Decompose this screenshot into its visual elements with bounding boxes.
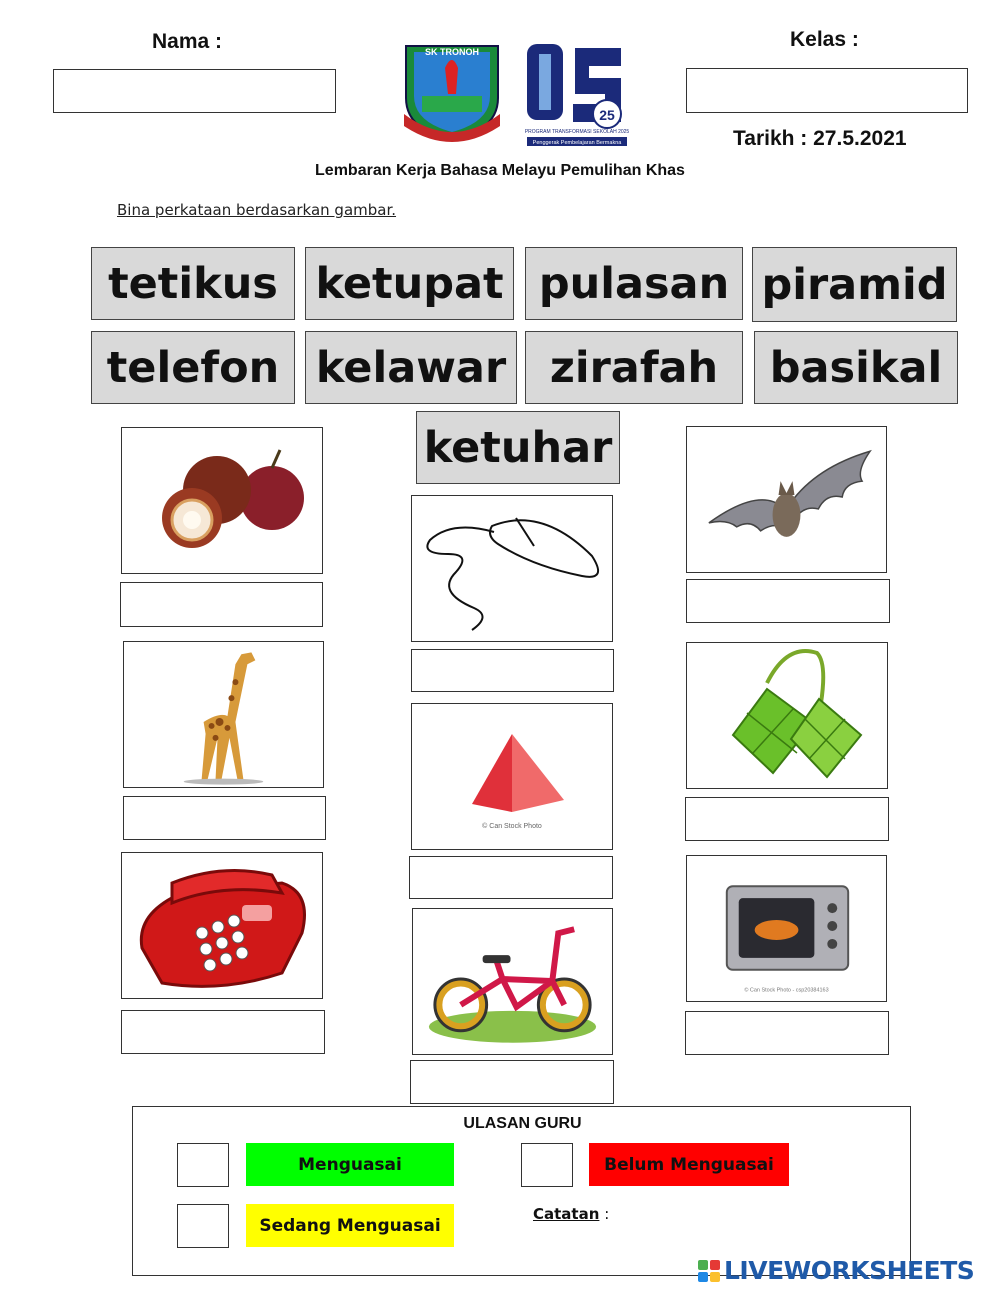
class-label: Kelas : xyxy=(790,28,859,51)
teacher-review-panel xyxy=(132,1106,911,1276)
picture-oven xyxy=(686,855,887,1002)
answer-field-3[interactable] xyxy=(686,579,890,623)
svg-text:25: 25 xyxy=(599,107,615,123)
picture-telephone xyxy=(121,852,323,999)
picture-giraffe xyxy=(123,641,324,788)
answer-field-9[interactable] xyxy=(685,1011,889,1055)
bicycle-icon xyxy=(413,909,612,1054)
ts25-caption-1: PROGRAM TRANSFORMASI SEKOLAH 2025 xyxy=(525,129,629,135)
name-label: Nama : xyxy=(152,30,223,53)
pulasan-fruit-icon xyxy=(122,428,322,573)
not-mastered-label: Belum Menguasai xyxy=(589,1143,789,1186)
school-logo xyxy=(400,38,504,142)
review-title: ULASAN GURU xyxy=(463,1115,582,1132)
ts25-logo xyxy=(525,40,629,148)
picture-mouse xyxy=(411,495,613,642)
ketupat-icon xyxy=(687,643,887,788)
picture-bicycle xyxy=(412,908,613,1055)
oven-icon xyxy=(687,856,886,1001)
answer-field-4[interactable] xyxy=(123,796,326,840)
word-tile-ketuhar[interactable]: ketuhar xyxy=(416,411,620,484)
answer-field-8[interactable] xyxy=(410,1060,614,1104)
picture-pyramid xyxy=(411,703,613,850)
mastered-checkbox[interactable] xyxy=(177,1143,229,1187)
in-progress-checkbox[interactable] xyxy=(177,1204,229,1248)
mastered-label: Menguasai xyxy=(246,1143,454,1186)
brand-text: LIVEWORKSHEETS xyxy=(724,1256,975,1285)
word-tile-kelawar[interactable]: kelawar xyxy=(305,331,517,404)
ts25-caption-2: Penggerak Pembelajaran Bermakna xyxy=(532,140,622,146)
word-tile-basikal[interactable]: basikal xyxy=(754,331,958,404)
pyramid-caption: © Can Stock Photo xyxy=(482,823,542,830)
answer-field-7[interactable] xyxy=(121,1010,325,1054)
class-field[interactable] xyxy=(686,68,968,113)
liveworksheets-logo-icon xyxy=(698,1260,720,1282)
notes-label: Catatan xyxy=(533,1205,600,1223)
word-tile-ketupat[interactable]: ketupat xyxy=(305,247,514,320)
giraffe-icon xyxy=(124,642,323,787)
answer-field-1[interactable] xyxy=(120,582,323,627)
not-mastered-checkbox[interactable] xyxy=(521,1143,573,1187)
notes-colon: : xyxy=(604,1205,610,1223)
word-tile-piramid[interactable]: piramid xyxy=(752,247,957,322)
word-tile-pulasan[interactable]: pulasan xyxy=(525,247,743,320)
liveworksheets-brand xyxy=(698,1256,974,1285)
picture-ketupat xyxy=(686,642,888,789)
answer-field-6[interactable] xyxy=(685,797,889,841)
word-tile-zirafah[interactable]: zirafah xyxy=(525,331,743,404)
answer-field-2[interactable] xyxy=(411,649,614,692)
answer-field-5[interactable] xyxy=(409,856,613,899)
picture-pulasan xyxy=(121,427,323,574)
picture-bat xyxy=(686,426,887,573)
notes-label-row xyxy=(533,1205,609,1223)
bat-icon xyxy=(687,427,886,572)
computer-mouse-icon xyxy=(412,496,612,641)
school-logo-text: SK TRONOH xyxy=(425,47,479,57)
name-field[interactable] xyxy=(53,69,336,113)
word-tile-tetikus[interactable]: tetikus xyxy=(91,247,295,320)
in-progress-label: Sedang Menguasai xyxy=(246,1204,454,1247)
oven-caption: © Can Stock Photo - csp20384163 xyxy=(744,987,829,994)
date-label: Tarikh : 27.5.2021 xyxy=(733,127,907,150)
telephone-icon xyxy=(122,853,322,998)
instruction-text: Bina perkataan berdasarkan gambar. xyxy=(117,201,397,219)
pyramid-icon xyxy=(412,704,612,849)
worksheet-title: Lembaran Kerja Bahasa Melayu Pemulihan Khas xyxy=(315,162,685,179)
word-tile-telefon[interactable]: telefon xyxy=(91,331,295,404)
